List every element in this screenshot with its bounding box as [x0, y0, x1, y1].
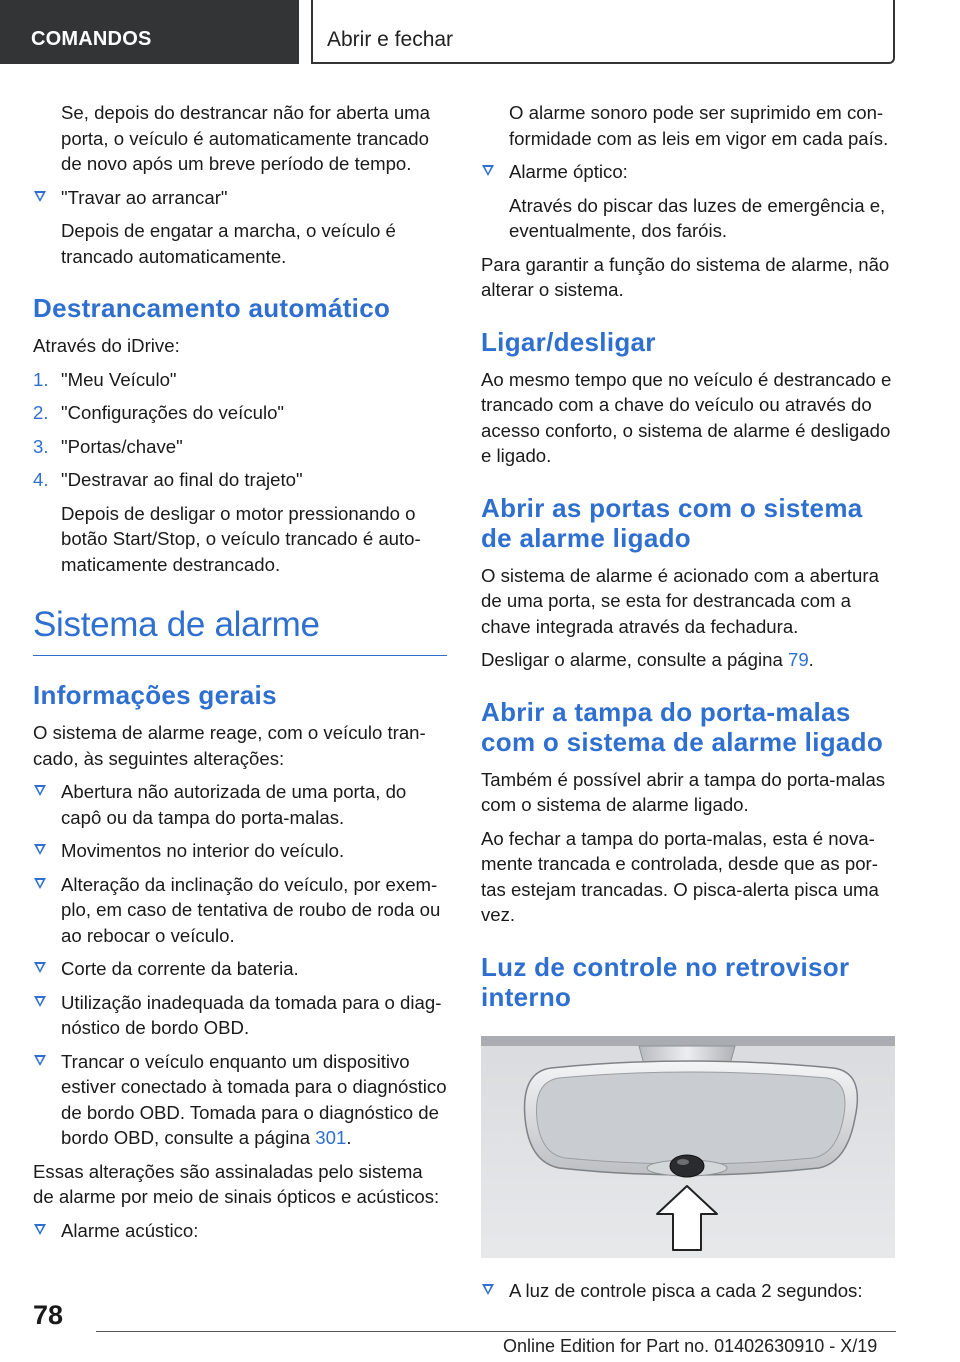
bullet-triangle-icon — [34, 785, 46, 796]
mirror-illustration-icon — [481, 1036, 895, 1258]
footer-edition: Online Edition for Part no. 01402630910 - X/19 — [503, 1336, 878, 1356]
step4-description: Depois de desligar o motor pressionando o botão Start/Stop, o veículo trancado é automaticamente destrancado. — [61, 502, 421, 575]
step-item — [33, 400, 447, 426]
step-item — [33, 467, 447, 493]
heading-general-info: Informações gerais — [33, 680, 277, 710]
step-text: "Destravar ao final do trajeto" — [61, 469, 303, 490]
doors-text: O sistema de alarme é acionado com a abertura de uma porta, se esta for destrancada com a chave integrada através da fechadura. — [481, 564, 879, 637]
rearview-mirror-illustration — [481, 1036, 895, 1258]
bullet-text: A luz de controle pisca a cada 2 segundos: — [509, 1279, 863, 1301]
header-chapter-title: Abrir e fechar — [311, 0, 895, 64]
step-text: "Portas/chave" — [61, 435, 183, 457]
bullet-triangle-icon — [34, 844, 46, 855]
bullet-text: Corte da corrente da bateria. — [61, 958, 299, 979]
bullet-triangle-icon — [482, 165, 494, 176]
trunk-text-1: Também é possível abrir a tampa do porta-malas com o sistema de alarme ligado. — [481, 768, 886, 815]
bullet-text: Abertura não autorizada de uma porta, do capô ou da tampa do porta-malas. — [61, 781, 407, 828]
trunk-text-2: Ao fechar a tampa do porta-malas, esta é novamente trancada e controlada, desde que as portas estejam trancadas. O pisca-alerta pisca uma vez. — [481, 827, 879, 925]
optical-description: Através do piscar das luzes de emergência e, eventualmente, dos faróis. — [509, 194, 886, 241]
acoustic-description: O alarme sonoro pode ser suprimido em conformidade com as leis em vigor em cada país. — [509, 102, 889, 149]
step-text: "Meu Veículo" — [61, 368, 177, 390]
list-item — [33, 779, 447, 830]
bullet-triangle-icon — [482, 1284, 494, 1295]
footer-divider — [96, 1331, 896, 1332]
page-number: 78 — [33, 1300, 64, 1330]
bullet-text: Trancar o veículo enquanto um dispositivo estiver conectado à tomada para o diagnóstico de bordo OBD. Tomada para o diagnóstico de bordo OBD, consulte a página — [61, 1050, 447, 1148]
heading-open-trunk-alarm: Abrir a tampa do porta-malas com o sistema de alarme ligado — [481, 696, 884, 757]
page-link-301[interactable]: 301 — [315, 1127, 347, 1148]
general-intro: O sistema de alarme reage, com o veículo trancado, às seguintes alterações: — [33, 722, 426, 769]
list-item-optical — [481, 159, 895, 185]
list-item-acoustic — [33, 1218, 447, 1244]
step-text: "Configurações do veículo" — [61, 402, 285, 423]
signals-text: Essas alterações são assinaladas pelo sistema de alarme por meio de sinais ópticos e acústicos: — [33, 1160, 440, 1207]
on-off-text: Ao mesmo tempo que no veículo é destrancado e trancado com a chave do veículo ou através do acesso conforto, o sistema de alarme é desligado e ligado. — [481, 368, 892, 466]
list-item — [33, 872, 447, 949]
bullet-text: Utilização inadequada da tomada para o diagnóstico de bordo OBD. — [61, 991, 442, 1038]
list-item — [33, 838, 447, 864]
header-section-tab: COMANDOS — [0, 0, 299, 64]
bullet-triangle-icon — [34, 1224, 46, 1235]
step-number: 3. — [33, 435, 49, 457]
heading-auto-unlock: Destrancamento automático — [33, 293, 391, 323]
bullet-triangle-icon — [34, 1055, 46, 1066]
list-item — [33, 990, 447, 1041]
heading-mirror-indicator: Luz de controle no retrovisor interno — [481, 951, 850, 1012]
intro-continued-text: Se, depois do destrancar não for aberta uma porta, o veículo é automaticamente trancado de novo após um breve período de tempo. — [61, 102, 431, 174]
bullet-triangle-icon — [34, 191, 46, 202]
step-item — [33, 367, 447, 393]
step-number: 4. — [33, 469, 49, 490]
lock-on-drive-description: Depois de engatar a marcha, o veículo é trancado automaticamente. — [61, 220, 396, 267]
doors-off-end: . — [808, 649, 814, 670]
bullet-text: Movimentos no interior do veículo. — [61, 840, 345, 861]
bullet-text-end: . — [346, 1127, 352, 1148]
step-number: 1. — [33, 368, 49, 390]
list-item-obd — [33, 1049, 447, 1151]
bullet-triangle-icon — [34, 878, 46, 889]
right-column — [481, 100, 895, 1311]
bullet-triangle-icon — [34, 962, 46, 973]
auto-unlock-intro: Através do iDrive: — [33, 335, 180, 356]
bullet-triangle-icon — [34, 996, 46, 1007]
bullet-text: Alarme óptico: — [509, 161, 628, 182]
list-item-blink — [481, 1278, 895, 1304]
left-column — [33, 100, 447, 1251]
guarantee-text: Para garantir a função do sistema de alarme, não alterar o sistema. — [481, 253, 890, 300]
list-item-lock-on-drive — [33, 185, 447, 211]
page-link-79[interactable]: 79 — [787, 649, 809, 670]
heading-on-off: Ligar/desligar — [481, 326, 656, 357]
step-item — [33, 434, 447, 460]
doors-off-text — [481, 647, 895, 673]
bullet-text: "Travar ao arrancar" — [61, 186, 228, 208]
doors-off-label: Desligar o alarme, consulte a página — [481, 649, 788, 670]
heading-alarm-system: Sistema de alarme — [33, 605, 447, 656]
heading-open-doors-alarm: Abrir as portas com o sistema de alarme ligado — [481, 492, 863, 553]
bullet-text: Alteração da inclinação do veículo, por exemplo, em caso de tentativa de roubo de roda ou ao rebocar o veículo. — [61, 873, 441, 946]
bullet-text: Alarme acústico: — [61, 1219, 199, 1241]
list-item — [33, 956, 447, 982]
step-number: 2. — [33, 402, 49, 423]
